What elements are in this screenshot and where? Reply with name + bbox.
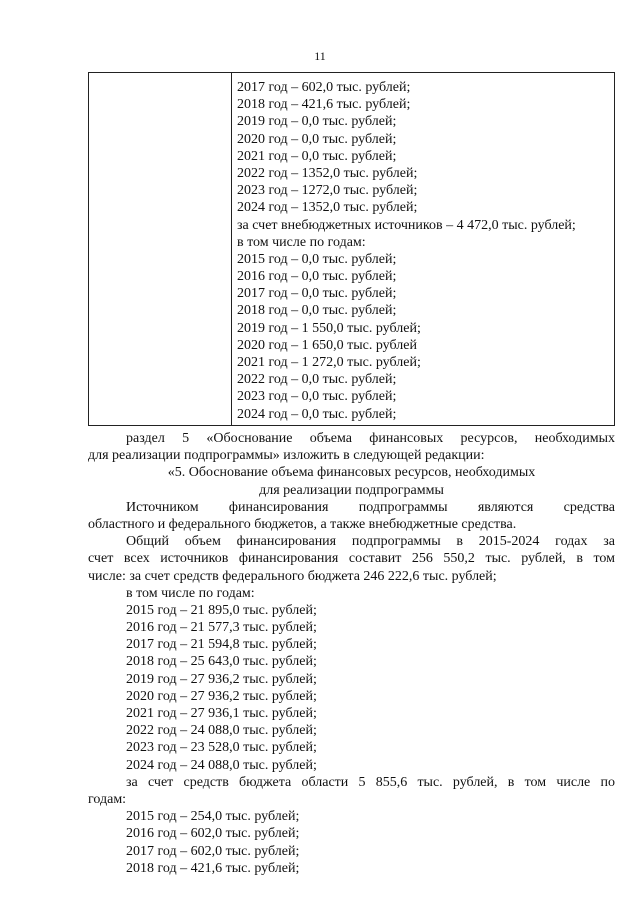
table-line: 2021 год – 0,0 тыс. рублей; (237, 148, 397, 164)
paragraph-line: Общий объем финансирования подпрограммы в 2015-2024 годах за (126, 534, 615, 550)
list-item: 2018 год – 25 643,0 тыс. рублей; (126, 654, 317, 670)
table-column-divider (231, 73, 232, 425)
page-number: 11 (314, 49, 326, 63)
table-line: 2021 год – 1 272,0 тыс. рублей; (237, 355, 421, 370)
paragraph-line: за счет средств бюджета области 5 855,6 тыс. рублей, в том числе по (126, 774, 615, 790)
list-item: 2020 год – 27 936,2 тыс. рублей; (126, 688, 317, 704)
table-line: 2022 год – 0,0 тыс. рублей; (237, 372, 397, 388)
table-line: 2018 год – 0,0 тыс. рублей; (237, 303, 397, 319)
list-item: 2015 год – 254,0 тыс. рублей; (126, 809, 300, 825)
table-line: 2024 год – 0,0 тыс. рублей; (237, 406, 397, 422)
document-body (88, 430, 615, 877)
table-line: 2023 год – 1272,0 тыс. рублей; (237, 183, 418, 199)
table-line: 2023 год – 0,0 тыс. рублей; (237, 389, 397, 405)
list-item: 2016 год – 602,0 тыс. рублей; (126, 826, 300, 842)
table-line: 2018 год – 421,6 тыс. рублей; (237, 97, 411, 113)
section-intro-line: раздел 5 «Обоснование объема финансовых ресурсов, необходимых (126, 431, 615, 446)
table-line: 2020 год – 0,0 тыс. рублей; (237, 131, 397, 147)
paragraph-line: годам: (88, 791, 127, 807)
section-heading: «5. Обоснование объема финансовых ресурсов, необходимых (167, 465, 536, 481)
table-line: за счет внебюджетных источников – 4 472,0 тыс. рублей; (237, 217, 576, 233)
table-line: 2022 год – 1352,0 тыс. рублей; (237, 165, 418, 181)
table-line: 2016 год – 0,0 тыс. рублей; (237, 269, 397, 285)
list-item: 2017 год – 602,0 тыс. рублей; (126, 843, 300, 859)
paragraph-line: числе: за счет средств федерального бюджета 246 222,6 тыс. рублей; (88, 568, 497, 584)
table-line: 2017 год – 0,0 тыс. рублей; (237, 286, 397, 302)
paragraph-line: счет всех источников финансирования составит 256 550,2 тыс. рублей, в том (88, 551, 615, 567)
table-line: 2024 год – 1352,0 тыс. рублей; (237, 200, 418, 216)
list-item: 2017 год – 21 594,8 тыс. рублей; (126, 637, 317, 653)
list-item: 2015 год – 21 895,0 тыс. рублей; (126, 602, 317, 618)
table-line: в том числе по годам: (237, 234, 366, 250)
section-heading: для реализации подпрограммы (259, 482, 444, 498)
by-years-label: в том числе по годам: (126, 585, 255, 601)
table-line: 2019 год – 1 550,0 тыс. рублей; (237, 320, 421, 336)
paragraph-line: Источником финансирования подпрограммы являются средства (126, 499, 615, 515)
list-item: 2022 год – 24 088,0 тыс. рублей; (126, 723, 317, 739)
paragraph-line: областного и федерального бюджетов, а также внебюджетные средства. (88, 516, 517, 532)
table-line: 2019 год – 0,0 тыс. рублей; (237, 114, 397, 130)
table-line: 2020 год – 1 650,0 тыс. рублей (237, 337, 417, 353)
list-item: 2021 год – 27 936,1 тыс. рублей; (126, 706, 317, 721)
table-cell-funding-lines (237, 79, 610, 423)
list-item: 2018 год – 421,6 тыс. рублей; (126, 860, 300, 876)
table-line: 2015 год – 0,0 тыс. рублей; (237, 251, 397, 267)
table-line: 2017 год – 602,0 тыс. рублей; (237, 80, 411, 95)
list-item: 2016 год – 21 577,3 тыс. рублей; (126, 620, 317, 636)
list-item: 2024 год – 24 088,0 тыс. рублей; (126, 757, 317, 773)
list-item: 2023 год – 23 528,0 тыс. рублей; (126, 740, 317, 756)
section-intro-line: для реализации подпрограммы» изложить в следующей редакции: (88, 448, 485, 464)
list-item: 2019 год – 27 936,2 тыс. рублей; (126, 671, 317, 687)
funding-table (88, 72, 615, 426)
